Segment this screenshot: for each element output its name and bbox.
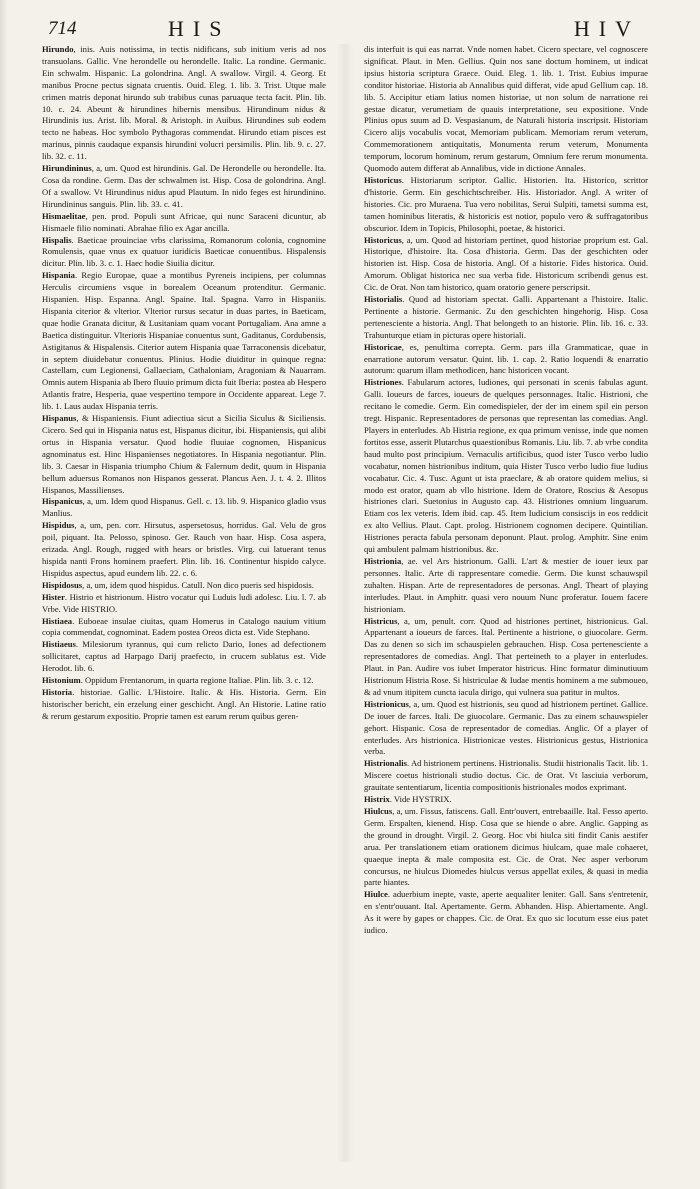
page-edge-shadow	[0, 0, 8, 1189]
entry-definition: , es, penultima correpta. Germ. pars illa Grammaticae, quae in enarratione autorum versatur. Quint. lib. 1. cap. 2. Ratio loquendi & enarratio autorum: quarum illam methodicen, hanc historicen vocant.	[364, 341, 648, 376]
entry-headword: Hister	[42, 591, 65, 602]
dictionary-entry	[364, 342, 648, 378]
dictionary-entry	[364, 616, 648, 699]
entry-headword: Hiulce	[364, 889, 388, 900]
entry-definition: , inis. Auis notissima, in tectis nidificans, sub initium veris ad nos transuolans. Gallic. Vne herondelle ou herondelle. Italic. La rondine. Germanic. Ein schwalm. Hispanic. La golondrina. Angl. A swallow. Virgil. 4. Georg. Et manibus Procne pectus signata cruentis. Ouid. Eleg. 1. lib. 3. Trist. Utque male crimen matris deponat hirundo sub trabibus cunas paruaque tecta facit. Plin. lib. 10. c. 24. Abeunt & hirundines hibernis mensibus. Hirundinum nidus & Hirundinis ius. Arist. lib. Moral. & Aristoph. in Auibus. Hirundines sub eodem tecto ne habeas. Hoc symbolo Pythagoras commendat. Hirundo etiam pisces est marinus, pinnis caudaque expansis hirundini volucri persimilis. Plin. lib. 9. c. 27. lib. 32. c. 11.	[42, 44, 326, 162]
entry-headword: Historicus	[364, 174, 402, 185]
entry-headword: Hispidosus	[42, 579, 83, 590]
entry-definition: . Milesiorum tyrannus, qui cum relicto Dario, Iones ad defectionem sollicitaret, captus ad Harpago Darij praefecto, in crucem sublatus est. Vide Herodot. lib. 6.	[42, 639, 326, 674]
dictionary-entry	[364, 556, 648, 616]
entry-definition: . Fabularum actores, ludiones, qui personati in scenis fabulas agunt. Galli. Ioueurs de farces, ioueurs de quelques personnages. Italic. Histrioni, che recitano le comedie. Germ. Ein comedispieler, der der im einem spil ein person tregt. Hispanic. Representadores de personas que representan las comedias. Angl. Players in enterludes. Ab Histria regione, ex qua primum venisse, inde que nomen fortitos esse, asserit Plutarchus quaestionibus Romanis. Liu. lib. 7. ab vrbe condita haud multo post principium. Vernaculis artificibus, quod ister Tusco verbo ludio vocabatur, nomen histrionibus inditum, quia Hister Tusco verbo ludio fiue ludius vocabatur. Cic. 4. Tusc. Agunt ut ista praeclare, & ab oratore quidem melius, si modo est orator, quam ab vllo histrione. Idem de Oratore, Roscius & Aesopus histriones clari. Suetonius in Augusto cap. 43. Histriones omnium linguarum. Etiam cos lex veteris. Idem ibid. cap. 45. Item Iudicium consiscijs in eos reddicit ex alto Vellius. Plaut. Capt. prolog. Histrionem cognomen decipere. Quintilian. Histriones peracta fabula personam deponunt. Plaut. prolog. Amphitr. Sine enim qui ambulent palmam histrionibus. &c.	[364, 377, 648, 555]
entry-headword: Histrionicus	[364, 698, 409, 709]
entry-headword: Hispalis	[42, 234, 72, 245]
dictionary-entry	[42, 496, 326, 520]
dictionary-entry	[364, 377, 648, 556]
entry-headword: Histrionalis	[364, 758, 407, 769]
entry-definition: , a, um, pen. corr. Hirsutus, aspersetosus, horridus. Gal. Velu de gros poil, piquant. Ita. Pelosso, spinoso. Ger. Rauch von haar. Hisp. Cosa aspera, erizada. Angl. Rough, rugged with hears or bristles. Virg. cui latuerant tenus hispida nanti Frons hominem praefert. Plin. lib. 16. Continentur hispido calyce. Hispidus aspectus, apud eundem lib. 22. c. 6.	[42, 520, 326, 578]
entry-definition: , a, um. Quod est hirundinis. Gal. De Herondelle ou herondelle. Ita. Cosa da rondine. Germ. Das der schwalmen ist. Hisp. Cosa de golondrina. Angl. Of a swallow. Vt Hirundinus nidus apud Plautum. In nido feges est hirundinino. Hirundininus sanguis. Plin. lib. 33. c. 41.	[42, 163, 326, 209]
entry-definition: . historiae. Gallic. L'Histoire. Italic. & His. Historia. Germ. Ein historischer bericht, ein erzelung einer geschicht. Angl. An Historie. Latine ratio & rerum gestarum expositio. Proprie tamen est earum rerum quibus geren-	[42, 686, 326, 721]
dictionary-entry	[42, 687, 326, 723]
entry-headword: Historicae	[364, 341, 402, 352]
entry-definition: . Regio Europae, quae a montibus Pyreneis incipiens, per columnas Herculis circumiens vsque in borealem Oceanum protenditur. Germanic. Hispanien. Hisp. Espanna. Angl. Spaine. Ital. Spagna. Varro in Hispaniis. Hispania citerior & vlterior. Vlterior rursus secatur in duas partes, in Baeticam, quae hodie Granata dicitur, & Lusitaniam quam vocant Portugaliam. Ana amne a Baetica distinguitur. Vlterioris Hispaniae conuentus sunt, Gaditanus, Cordubensis, Astigitanus & Hispalensis. Citerior autem Hispania quae Tarraconensis dicebatur, in septem diuidebatur conuentus. Plinius. Hodie diuiditur in quinque regna: Castellam, cum Legionensi, Gallaeciam, Cathaloniam, Aragoniam & Nauarram. Omnis autem Hispania ab Ibero fluuio primum dicta fuit Iberia: postea ab Hespero Atlantis fratre, Hesperia, quae vespertino tempore in Occidente appareat. Lege 7. lib. 1. Laus audax Hispania terris.	[42, 270, 326, 412]
dictionary-entry	[42, 44, 326, 163]
entry-definition: . Oppidum Frentanorum, in quarta regione Italiae. Plin. lib. 3. c. 12.	[80, 675, 314, 686]
dictionary-entry	[42, 675, 326, 687]
column-gutter	[336, 44, 354, 1162]
entry-headword: Hispanicus	[42, 496, 83, 507]
page-header	[48, 14, 660, 44]
entry-definition: , a, um, idem quod hispidus. Catull. Non dico pueris sed hispidosis.	[82, 579, 314, 590]
entry-headword: Historicus	[364, 234, 402, 245]
entry-definition: , a, um. Idem quod Hispanus. Gell. c. 13. lib. 9. Hispanico gladio vsus Manlius.	[42, 496, 326, 519]
entry-headword: Histiaeus	[42, 639, 76, 650]
dictionary-entry	[364, 235, 648, 295]
page-number: 714	[48, 18, 77, 39]
entry-definition: . Historiarum scriptor. Gallic. Historien. Ita. Historico, scrittor d'historie. Germ. Ein geschichtschreiber. His. Historiador. Angl. A writer of histories. Cic. pro Muraena. Tua vero nobilitas, Serui Sulpiti, tametsi summa est, tamen hominibus literatis, & historicis est notior, populo vero & suffragatoribus obscurior. Idem in Topicis, Philosophi, poetae, & historici.	[364, 174, 648, 233]
entry-headword: Hismaelitae	[42, 210, 86, 221]
entry-definition: , & Hispaniensis. Fiunt adiectiua sicut a Sicilia Siculus & Siciliensis. Cicero. Sed qui in Hispania natus est, Hispanus dicitur, ibi. Hispaniensis, qui alibi ortus in Hispania versatur. Quod hodie fluuiae cognomen, Hispanicus agnominatus est. Hinc Hispanienses negotiatores. In Hispania negotiantur. Plin. lib. 3. Caesar in Hispania triumpho Chium & Falernum dedit, quum in Hispania bellum aduersus Romanos non Hispanos gesserat. Plancus Aen. J. t. 4. 2. Illitos Hispanos, Massilienses.	[42, 413, 326, 495]
entry-headword: Histrionia	[364, 555, 402, 566]
dictionary-entry	[364, 699, 648, 759]
dictionary-entry	[42, 616, 326, 640]
entry-headword: Histriones	[364, 377, 402, 388]
entry-headword: Hirundo	[42, 44, 74, 54]
dictionary-entry	[364, 794, 648, 806]
entry-definition: , a, um, penult. corr. Quod ad histriones pertinet, histrionicus. Gal. Appartenant a ioueurs de farces. Ital. Pertinente a histrione, o giuocolare. Germ. Das zu denen so sich im schauspielen gebrauchen. Hisp. Cosa pertenesciente a representadores de comedias. Angl. That perteineth to a player in enterludes. Plaut. in Pan. Audire vos iubet Imperator histricus. Hinc formatur diminutiuum Histrionum Histria Rose. Si histriculae & Iudae mentis hominem a me submoueo, & ad vnum itipitem cuncta iacula dirigo, qui vulnera sua patitur in multos.	[364, 615, 648, 697]
entry-headword: Hispanus	[42, 413, 77, 424]
entry-definition: . Histrio et histrionum. Histro vocatur qui Luduis ludi adolesc. Liu. l. 7. ab Vrbe. Vide HISTRIO.	[42, 591, 326, 614]
entry-headword: Histonium	[42, 675, 81, 686]
running-head-right: HIV	[573, 16, 640, 41]
entry-definition: . Euboeae insulae ciuitas, quam Homerus in Catalogo nauium vitium copia commendat, cognominat. Eadem postea Oreos dicta est. Vide Stephano.	[42, 615, 326, 638]
entry-definition: . aduerbium inepte, vaste, aperte aequaliter leniter. Gall. Sans s'entretenir, en s'entr'ouuant. Ital. Apertamente. Germ. Abhanden. Hisp. Abiertamente. Angl. As it were by gapes or chappes. Cic. de Orat. Ex quo sic locutum esse eius patet iudico.	[364, 889, 648, 936]
dictionary-entry	[364, 758, 648, 794]
dictionary-entry	[364, 294, 648, 342]
entry-definition: , ae. vel Ars histrionum. Galli. L'art & mestier de iouer ieux par personnes. Italic. Arte di rappresentare comedie. Germ. Die kunst schauwspil zuhalten. Hispan. Arte de representadores de personas. Angl. Theart of playing interludes. Plaut. in Amphitr. quasi vero nouum Nunc proferatur. Iouem facere histrioniam.	[364, 555, 648, 614]
entry-definition: , a, um. Quod est histrionis, seu quod ad histrionem pertinet. Gallice. De iouer de farces. Itali. De giuocolare. Germanic. Das zu einem schauwspieler gehort. Hispanic. Cosa de representador de comedias. Anglic. Of a player of enterludes. Ars histrionica. Histrionicae vestes. Histrionicus gestus, Histrionica verba.	[364, 698, 648, 757]
dictionary-entry	[364, 889, 648, 937]
dictionary-entry	[364, 806, 648, 889]
dictionary-entry	[42, 235, 326, 271]
entry-headword: Histrix	[364, 794, 390, 805]
entry-definition: , pen. prod. Populi sunt Africae, qui nunc Saraceni dicuntur, ab Hismaele filio nominati. Abrahae filio ex Agar ancilla.	[42, 210, 326, 233]
entry-headword: Hiulcus	[364, 806, 393, 816]
entry-definition: . Baeticae prouinciae vrbs clarissima, Romanorum colonia, cognomine Romulensis, quae vnus ex quatuor iuridicis Baeticae conuentibus. Hispalensis dicitur. Plin. lib. 3. c. 1. Haec hodie Siuilia dicitur.	[42, 234, 326, 269]
entry-headword: Hispidus	[42, 520, 75, 531]
entry-headword: Hirundininus	[42, 163, 92, 174]
dictionary-entry	[42, 270, 326, 413]
left-column	[42, 44, 326, 1162]
entry-definition: . Ad histrionem pertinens. Histrionalis. Studii histrionalis Tacit. lib. 1. Miscere coetus histrionali studio doctus. Cic. de Orat. Vt lasciuia verborum, grauitate sententiarum, licentia compositionis histrionales modos exprimant.	[364, 758, 648, 793]
entry-definition: . Vide HYSTRIX.	[389, 794, 452, 805]
entry-headword: Historia	[42, 686, 73, 697]
entry-headword: Hispania	[42, 270, 75, 281]
dictionary-entry	[42, 592, 326, 616]
dictionary-entry	[364, 175, 648, 235]
entry-headword: Histricus	[364, 615, 398, 626]
dictionary-entry	[42, 520, 326, 580]
right-column	[364, 44, 648, 1162]
dictionary-entry	[42, 211, 326, 235]
running-head-left: HIS	[168, 16, 231, 41]
dictionary-entry	[364, 44, 648, 175]
entry-headword: Histiaea	[42, 615, 73, 626]
dictionary-entry	[42, 639, 326, 675]
entry-definition: , a, um. Fissus, fatiscens. Gall. Entr'ouvert, entrebaaille. Ital. Fesso aperto. Germ. Erspalten, kienend. Hisp. Cosa que se hiende o abre. Anglic. Gapping as the ground in drought. Virgil. 2. Georg. Hoc vbi hiulca siti findit Canis aestifer arua. Per translationem etiam orationem dicimus hiulcam, quae male cohaeret, quaeque inepta & male composita est. Cic. de Orat. Nec asper verborum concursus, ne hiulcus Diomedes hiulcus versus appellat exiles, & quasi in media parte hiantes.	[364, 806, 648, 888]
entry-definition: , a, um. Quod ad historiam pertinet, quod historiae proprium est. Gal. Historique, d'histoire. Ita. Cosa d'historia. Germ. Das der geschichten oder historien ist. Hisp. Cosa de historia. Angl. Of a historie. Fides historica. Ouid. Amorum. Obligat historica nec sua verba fide. Historicum scribendi genus est. Cic. de Orat. Non tam historico, quam oratorio genere perscripsit.	[364, 234, 648, 293]
entry-definition: dis interfuit is qui eas narrat. Vnde nomen habet. Cicero spectare, vel cognoscere significat. Plaut. in Men. Gellius. Quin nos sane doctum hominem, ut indicat ipsius historia scriptura Graece. Ouid. Eleg. 1. lib. 1. Trist. Eubius impurae conditor historiae. Historia ab Annalibus quid differat, vide apud Gellium cap. 18. lib. 5. Accipitur etiam latius nomen historiae, ut non solum de narratione rei gestae dicatur, verumetiam de quauis interpretatione, seu expositione. Vnde Plinius opus suum ad D. Vespasianum, de Naturali historia inscripsit. Historiam Cicero alijs vocabulis vocat, Memoriam publicam. Memoriam rerum veterum, Commemorationem antiquitatis, Monumenta rerum veterum, Monumenta temporum, locorum hominum, rerum gestarum, Omnium fere rerum monumenta. Quomodo autem differat ab Annalibus, vide in dictione Annales.	[364, 44, 648, 174]
dictionary-entry	[42, 163, 326, 211]
entry-headword: Historialis	[364, 294, 403, 305]
entry-definition: . Quod ad historiam spectat. Galli. Appartenant a l'histoire. Italic. Pertinente a historie. Germanic. Zu den geschichten hingehorig. Hisp. Cosa pertenesciente a historia. Angl. That belongeth to an historie. Plin. lib. 16. c. 33. Trahunturque etiam in picturas opere historiali.	[364, 294, 648, 340]
dictionary-entry	[42, 413, 326, 496]
dictionary-entry	[42, 580, 326, 592]
